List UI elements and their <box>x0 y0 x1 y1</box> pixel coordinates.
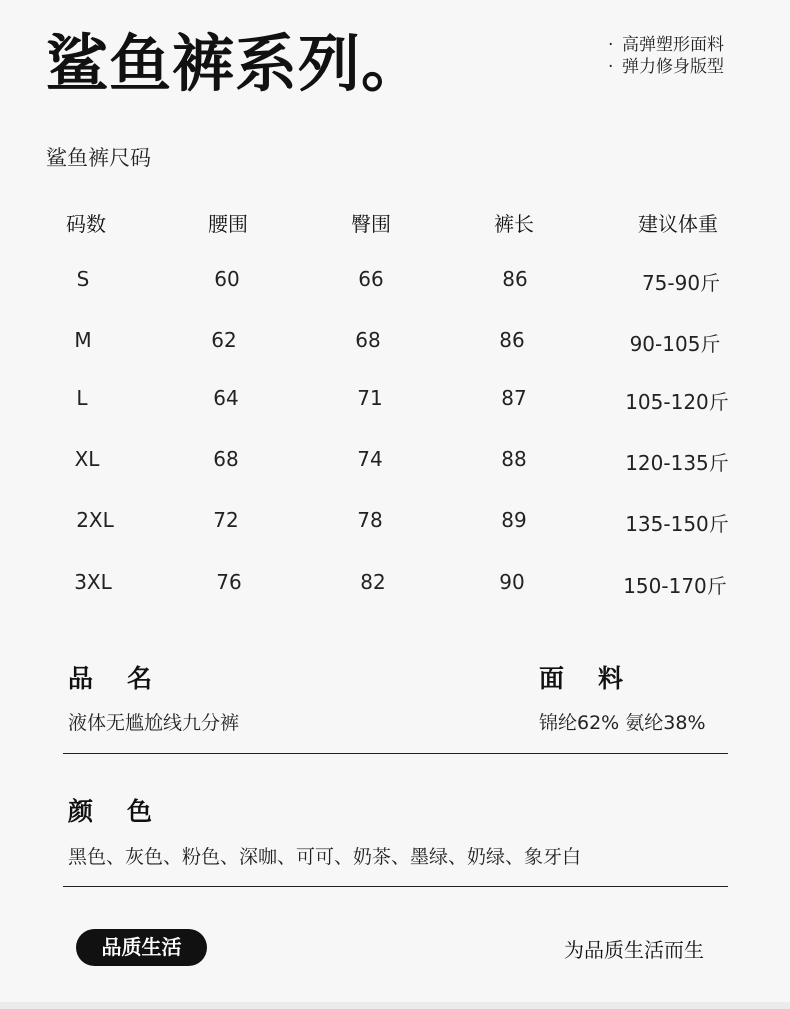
quality-badge: 品质生活 <box>76 929 207 966</box>
table-cell: 88 <box>501 447 527 471</box>
color-value: 黑色、灰色、粉色、深咖、可可、奶茶、墨绿、奶绿、象牙白 <box>68 846 582 868</box>
table-cell: 90-105斤 <box>629 332 721 356</box>
table-cell: 105-120斤 <box>625 390 729 414</box>
table-cell: 3XL <box>74 570 112 594</box>
table-cell: 72 <box>213 508 239 532</box>
table-cell: 71 <box>357 386 383 410</box>
product-name-value: 液体无尴尬线九分裤 <box>68 712 240 734</box>
table-cell: 68 <box>213 447 239 471</box>
table-cell: 60 <box>214 267 240 291</box>
table-cell: 86 <box>502 267 528 291</box>
product-name-label: 品名 <box>68 664 187 693</box>
table-cell: XL <box>74 447 100 471</box>
feature-text: 高弹塑形面料 <box>622 35 724 55</box>
table-cell: 150-170斤 <box>623 574 727 598</box>
table-header-cell: 建议体重 <box>638 212 718 236</box>
table-cell: 62 <box>211 328 237 352</box>
divider <box>63 753 728 754</box>
table-cell: 120-135斤 <box>625 451 729 475</box>
page-title: 鲨鱼裤系列。 <box>46 27 425 100</box>
slogan: 为品质生活而生 <box>564 938 704 962</box>
table-cell: 76 <box>216 570 242 594</box>
size-chart-title: 鲨鱼裤尺码 <box>46 146 151 170</box>
feature-item <box>608 56 724 78</box>
feature-item <box>608 34 724 56</box>
fabric-value: 锦纶62% 氨纶38% <box>539 712 706 734</box>
table-cell: 75-90斤 <box>641 271 721 295</box>
bullet-icon: · <box>608 35 614 55</box>
table-cell: 78 <box>357 508 383 532</box>
table-cell: 66 <box>358 267 384 291</box>
table-cell: L <box>76 386 88 410</box>
color-label: 颜色 <box>68 797 187 826</box>
table-header-cell: 腰围 <box>208 212 248 236</box>
table-cell: 82 <box>360 570 386 594</box>
table-cell: 90 <box>499 570 525 594</box>
feature-text: 弹力修身版型 <box>622 57 724 77</box>
table-cell: 87 <box>501 386 527 410</box>
table-header-cell: 码数 <box>66 212 106 236</box>
bullet-icon: · <box>608 57 614 77</box>
table-cell: 89 <box>501 508 527 532</box>
table-cell: 2XL <box>76 508 114 532</box>
table-cell: 86 <box>499 328 525 352</box>
divider <box>63 886 728 887</box>
table-header-cell: 臀围 <box>351 212 391 236</box>
table-cell: 135-150斤 <box>625 512 729 536</box>
footer-band <box>0 1002 790 1009</box>
table-cell: 64 <box>213 386 239 410</box>
table-cell: M <box>74 328 92 352</box>
table-cell: S <box>76 267 90 291</box>
table-cell: 68 <box>355 328 381 352</box>
table-header-cell: 裤长 <box>494 212 534 236</box>
table-cell: 74 <box>357 447 383 471</box>
fabric-label: 面料 <box>539 664 658 693</box>
